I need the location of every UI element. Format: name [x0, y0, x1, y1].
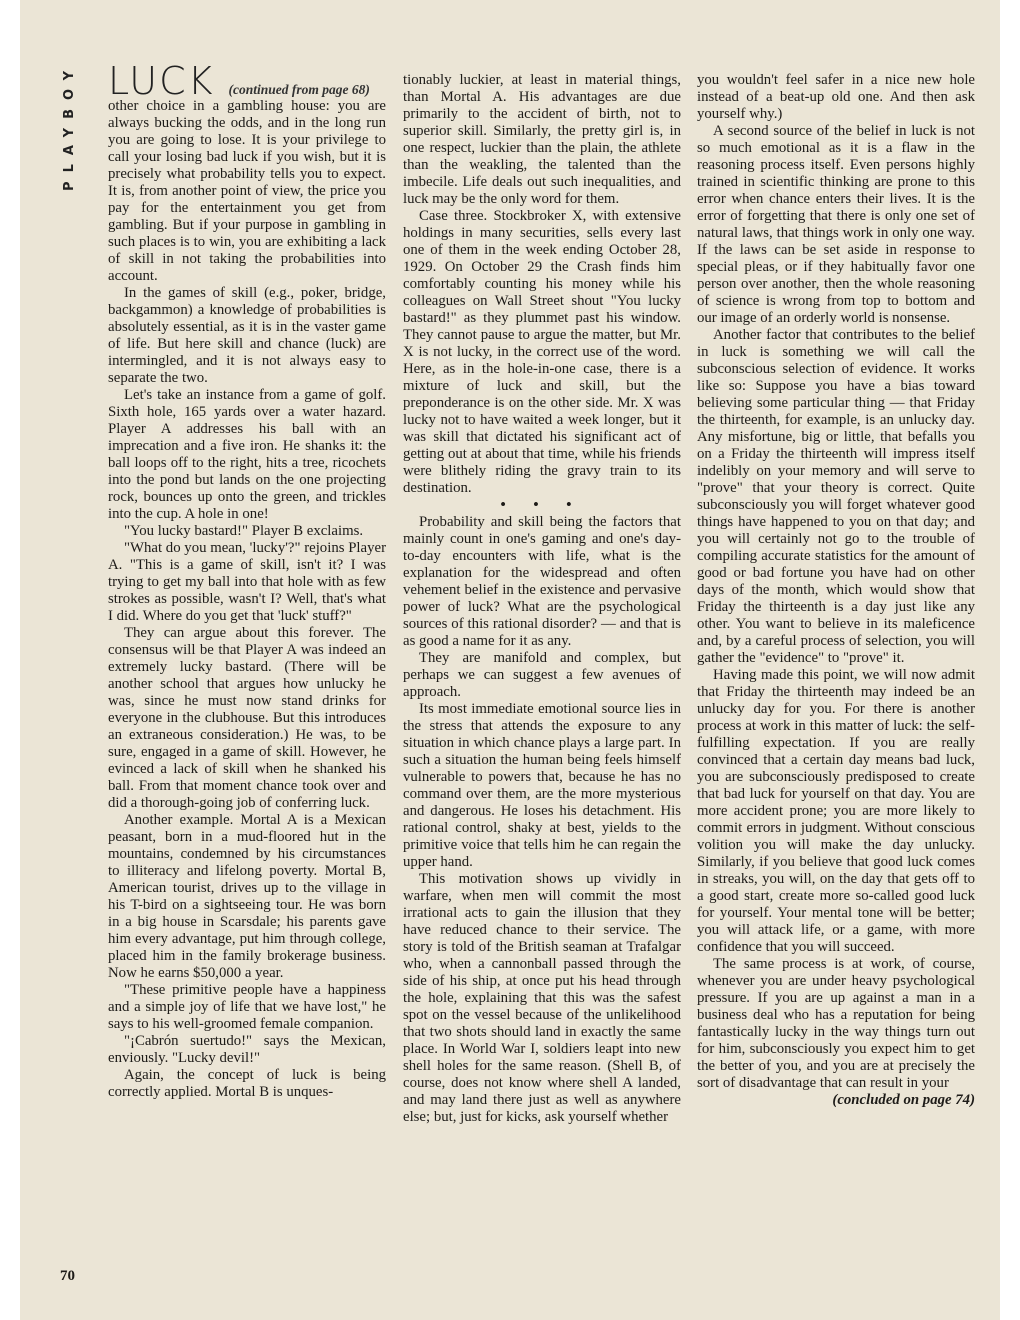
- paragraph: you wouldn't feel safer in a nice new hole instead of a beat-up old one. And then ask yourself why.): [697, 72, 975, 122]
- page-number: 70: [60, 1268, 75, 1284]
- section-break: • • •: [500, 497, 584, 513]
- paragraph: They can argue about this forever. The consensus will be that Player A was indeed an extremely lucky bastard. (There will be another school that argues how unlucky he was, since he must now stand drinks for everyone in the clubhouse. But this introduces an extraneous consideration.) He was, to be sure, engaged in a game of skill. However, he evinced a lack of skill when he shanked his ball. From that moment chance took over and did a thorough-going job of conferring luck.: [108, 625, 386, 811]
- column-2: [403, 72, 681, 1290]
- paragraph: Another example. Mortal A is a Mexican peasant, born in a mud-floored hut in the mountains, condemned by his circumstances to illiteracy and lifelong poverty. Mortal B, American tourist, drives up to the village in his T-bird on a sightseeing tour. He was born in a big house in Scarsdale; his parents gave him every advantage, put him through college, placed him in the family brokerage business. Now he earns $50,000 a year.: [108, 812, 386, 981]
- paragraph: Again, the concept of luck is being correctly applied. Mortal B is unques-: [108, 1067, 386, 1100]
- paragraph: In the games of skill (e.g., poker, bridge, backgammon) a knowledge of probabilities is absolutely essential, as it is in the vaster game of life. But here skill and chance (luck) are intermingled, and it is not always easy to separate the two.: [108, 285, 386, 386]
- paragraph: "¡Cabrón suertudo!" says the Mexican, enviously. "Lucky devil!": [108, 1033, 386, 1066]
- continued-note: (continued from page 68): [228, 82, 370, 97]
- paragraph: Case three. Stockbroker X, with extensive holdings in many securities, sells every last one of them in the week ending October 28, 1929. On October 29 the Crash finds him comfortably counting his money while his colleagues on Wall Street shout "You lucky bastard!" as they plummet past his window. They cannot pause to argue the matter, but Mr. X is not lucky, in the correct use of the word. Here, as in the hole-in-one case, there is a mixture of luck and skill, but the preponderance is on the other side. Mr. X was lucky not to have waited a week longer, but it was skill that dictated his significant act of getting out at about that time, while his friends were blithely riding the gravy train to its destination.: [403, 208, 681, 496]
- heading-word: LUCK: [108, 64, 215, 103]
- paragraph: Let's take an instance from a game of golf. Sixth hole, 165 yards over a water hazard. Player A addresses his ball with an imprecation and a five iron. He shanks it: the ball loops off to the right, hits a tree, ricochets into the pond but lands on the one projecting rock, bounces up onto the green, and trickles into the cup. A hole in one!: [108, 387, 386, 522]
- paragraph: Its most immediate emotional source lies in the stress that attends the exposure to any situation in which chance plays a large part. In such a situation the human being feels himself vulnerable to powers that, because he has no command over them, are the more mysterious and dangerous. He loses his detachment. His rational control, shaky at best, yields to the primitive voice that tells him he can regain the upper hand.: [403, 701, 681, 870]
- column-3: [697, 72, 975, 1290]
- paragraph: other choice in a gambling house: you are always bucking the odds, and in the long run you are going to lose. It is your privilege to call your losing bad luck if you wish, but it is precisely what probability tells you to expect. It is, from another point of view, the price you pay for the entertainment you get from gambling. But if your purpose in gambling in such places is to win, you are exhibiting a lack of skill in not taking the probabilities into account.: [108, 98, 386, 284]
- column-1: [108, 64, 386, 1282]
- article-heading: [108, 64, 386, 103]
- paragraph: "What do you mean, 'lucky'?" rejoins Player A. "This is a game of skill, isn't it? I was trying to get my ball into that hole with as few strokes as possible, wasn't I? Well, that's what I did. Where do you get that 'luck' stuff?": [108, 540, 386, 624]
- paragraph: The same process is at work, of course, whenever you are under heavy psychological pressure. If you are up against a man in a business deal who has a reputation for being fantastically lucky in the way things turn out for him, subconsciously you expect him to get the better of you, and you are at precisely the sort of disadvantage that can result in your: [697, 956, 975, 1091]
- paragraph: "These primitive people have a happiness and a simple joy of life that we have lost," he says to his well-groomed female companion.: [108, 982, 386, 1032]
- paragraph: "You lucky bastard!" Player B exclaims.: [124, 523, 364, 539]
- paragraph: A second source of the belief in luck is not so much emotional as it is a flaw in the reasoning process itself. Even persons highly trained in scientific thinking are prone to this error when chance enters their lives. It is the error of forgetting that there is only one set of natural laws, that things work in only one way. If the laws can be set aside in response to special pleas, or if they habitually favor one person over another, then the whole reasoning of science is wrong from top to bottom and our image of an orderly world is nonsense.: [697, 123, 975, 326]
- paragraph: Another factor that contributes to the belief in luck is something we will call the subconscious selection of evidence. It works like so: Suppose you have a bias toward believing some particular thing — that Friday the thirteenth, for example, is an unlucky day. Any misfortune, big or little, that befalls you on a Friday the thirteenth will impress itself indelibly on your memory and will serve to "prove" that your theory is correct. Quite subconsciously you will forget whatever good things have happened to you on that day; and you will certainly not go to the trouble of compiling accurate statistics for the amount of good or bad fortune you have had on other days of the month, which would show that Friday the thirteenth is a day just like any other. You want to believe in its maleficence and, by a careful process of selection, you will gather the "evidence" to "prove" it.: [697, 327, 975, 666]
- paragraph: tionably luckier, at least in material things, than Mortal A. His advantages are due primarily to the accident of birth, not to superior skill. Similarly, the pretty girl is, in one respect, luckier than the plain, the athlete than the weakling, the talented than the imbecile. Life deals out such inequalities, and luck may be the only word for them.: [403, 72, 681, 207]
- paragraph: This motivation shows up vividly in warfare, when men will commit the most irrational acts to gain the illusion that they have reduced chance to their service. The story is told of the British seaman at Trafalgar who, when a cannonball passed through the side of his ship, at once put his head through the hole, explaining that this was the safest spot on the vessel because of the unlikelihood that two shots should land in exactly the same place. In World War I, soldiers leapt into new shell holes for the same reason. (Shell B, of course, does not know where shell A landed, and may land there just as well as anywhere else; but, just for kicks, ask yourself whether: [403, 871, 681, 1125]
- paragraph: Having made this point, we will now admit that Friday the thirteenth may indeed be an unlucky day for you. For there is another process at work in this matter of luck: the self-fulfilling expectation. If you are really convinced that a certain day means bad luck, you are subconsciously predisposed to create that bad luck for yourself on that day. You are more accident prone; you are more likely to commit errors in judgment. Without conscious volition you will make the day unlucky. Similarly, if you believe that good luck comes in streaks, you will, on the day that gets off to a good start, create more so-called good luck for yourself. Your mental tone will be better; you will attack life, or a game, with more confidence that you will succeed.: [697, 667, 975, 955]
- concluded-note: (concluded on page 74): [832, 1092, 975, 1108]
- magazine-page: [20, 0, 1000, 1320]
- magazine-name: PLAYBOY: [62, 62, 77, 191]
- paragraph: They are manifold and complex, but perhaps we can suggest a few avenues of approach.: [403, 650, 681, 700]
- paragraph: Probability and skill being the factors that mainly count in one's gaming and one's day-to-day encounters with life, what is the explanation for the widespread and often vehement belief in the existence and pervasive power of luck? What are the psychological sources of this rational disorder? — and that is as good a name for it as any.: [403, 514, 681, 649]
